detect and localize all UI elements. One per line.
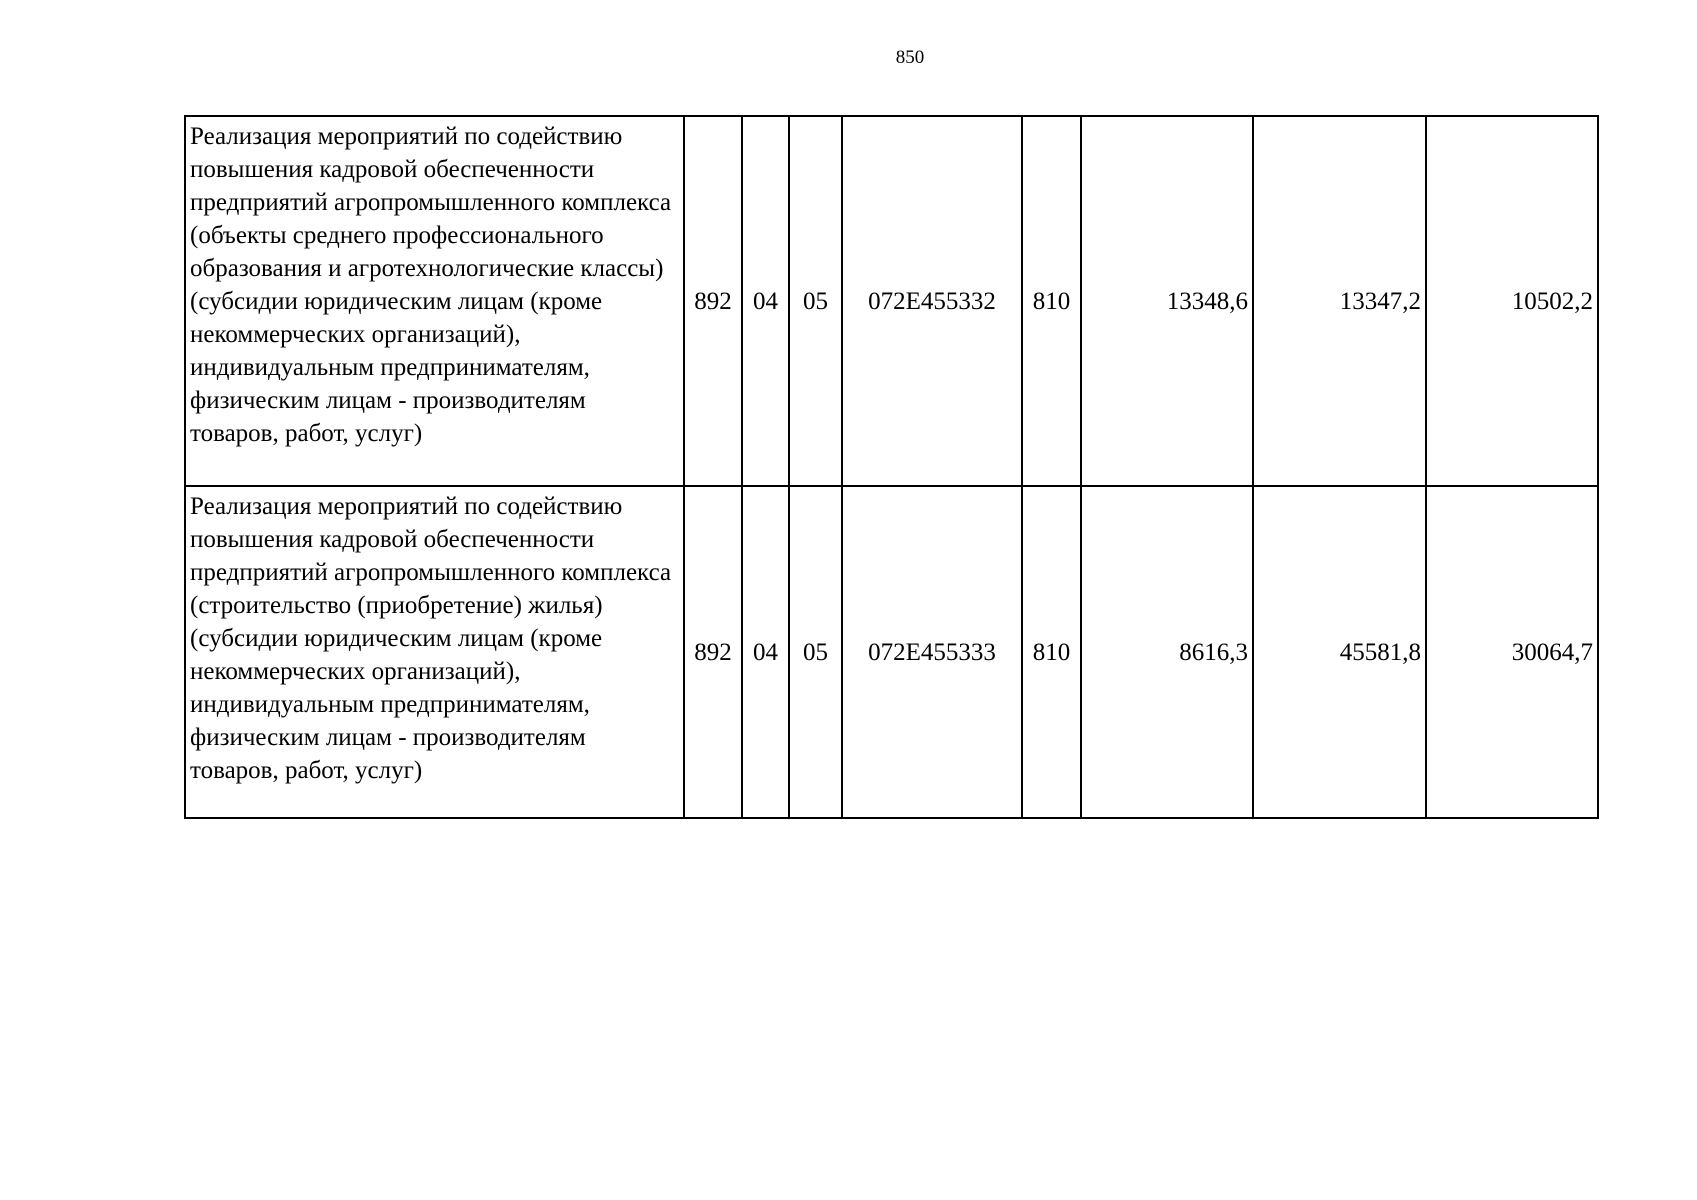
subsection-code: 05 xyxy=(789,486,842,818)
amount-year-3: 10502,2 xyxy=(1426,116,1598,486)
table-row xyxy=(185,486,1598,818)
amount-year-1: 13348,6 xyxy=(1081,116,1253,486)
ministry-code: 892 xyxy=(684,116,742,486)
target-article-code: 072E455333 xyxy=(842,486,1022,818)
page-number: 850 xyxy=(895,47,925,68)
expense-type-code: 810 xyxy=(1022,116,1081,486)
budget-table xyxy=(184,115,1599,819)
table-row xyxy=(185,116,1598,486)
row-description: Реализация мероприятий по содействию повышения кадровой обеспеченности предприятий агропромышленного комплекса (объекты среднего профессионального образования и агротехнологические классы) (субсидии юридическим лицам (кроме некоммерческих организаций), индивидуальным предпринимателям, физическим лицам - производителям товаров, работ, услуг) xyxy=(185,116,684,486)
row-description: Реализация мероприятий по содействию повышения кадровой обеспеченности предприятий агропромышленного комплекса (строительство (приобретение) жилья) (субсидии юридическим лицам (кроме некоммерческих организаций), индивидуальным предпринимателям, физическим лицам - производителям товаров, работ, услуг) xyxy=(185,486,684,818)
amount-year-1: 8616,3 xyxy=(1081,486,1253,818)
section-code: 04 xyxy=(742,116,789,486)
amount-year-2: 13347,2 xyxy=(1253,116,1426,486)
section-code: 04 xyxy=(742,486,789,818)
subsection-code: 05 xyxy=(789,116,842,486)
target-article-code: 072E455332 xyxy=(842,116,1022,486)
expense-type-code: 810 xyxy=(1022,486,1081,818)
amount-year-3: 30064,7 xyxy=(1426,486,1598,818)
amount-year-2: 45581,8 xyxy=(1253,486,1426,818)
ministry-code: 892 xyxy=(684,486,742,818)
